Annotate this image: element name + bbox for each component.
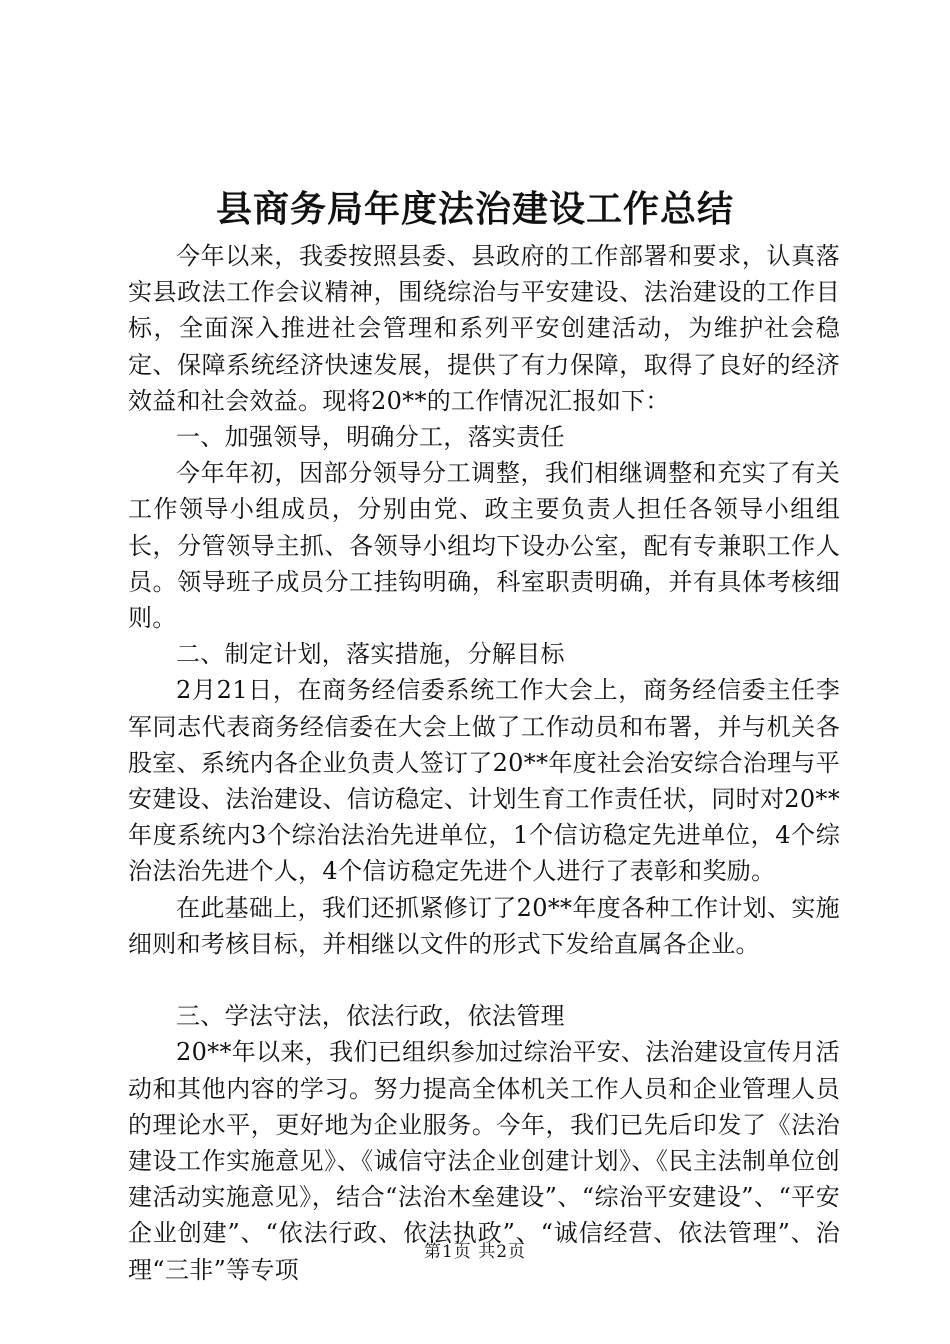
paragraph-section-2b: 在此基础上，我们还抓紧修订了20**年度各种工作计划、实施细则和考核目标，并相继以文件的形式下发给直属各企业。 [128, 893, 840, 958]
paragraph-intro: 今年以来，我委按照县委、县政府的工作部署和要求，认真落实县政法工作会议精神，围绕综治与平安建设、法治建设的工作目标，全面深入推进社会管理和系列平安创建活动，为维护社会稳定、保障系统经济快速发展，提供了有力保障，取得了良好的经济效益和社会效益。现将20**的工作情况汇报如下： [128, 242, 840, 415]
document-title: 县商务局年度法治建设工作总结 [215, 189, 734, 230]
section-heading-3: 三、学法守法，依法行政，依法管理 [176, 1002, 565, 1031]
blank-line [128, 962, 840, 998]
paragraph-section-1: 今年年初，因部分领导分工调整，我们相继调整和充实了有关工作领导小组成员，分别由党、政主要负责人担任各领导小组组长，分管领导主抓、各领导小组均下设办公室，配有专兼职工作人员。领导班子成员分工挂钩明确，科室职责明确，并有具体考核细则。 [128, 459, 840, 633]
paragraph-section-3: 20**年以来，我们已组织参加过综治平安、法治建设宣传月活动和其他内容的学习。努力提高全体机关工作人员和企业管理人员的理论水平，更好地为企业服务。今年，我们已先后印发了《法治建设工作实施意见》、《诚信守法企业创建计划》、《民主法制单位创建活动实施意见》，结合“法治木垒建设”、“综治平安建设”、“平安企业创建”、“依法行政、依法执政”、“诚信经营、依法管理”、治理“三非”等专项 [128, 1038, 840, 1284]
document-body [128, 238, 840, 1288]
section-heading-1: 一、加强领导，明确分工，落实责任 [176, 423, 565, 452]
paragraph-section-2: 2月21日，在商务经信委系统工作大会上，商务经信委主任李军同志代表商务经信委在大会上做了工作动员和布署，并与机关各股室、系统内各企业负责人签订了20**年度社会治安综合治理与平安建设、法治建设、信访稳定、计划生育工作责任状，同时对20**年度系统内3个综治法治先进单位，1个信访稳定先进单位，4个综治法治先进个人，4个信访稳定先进个人进行了表彰和奖励。 [128, 676, 840, 886]
page-footer: 第1页 共2页 [423, 1242, 527, 1262]
section-heading-2: 二、制定计划，落实措施，分解目标 [176, 640, 565, 669]
